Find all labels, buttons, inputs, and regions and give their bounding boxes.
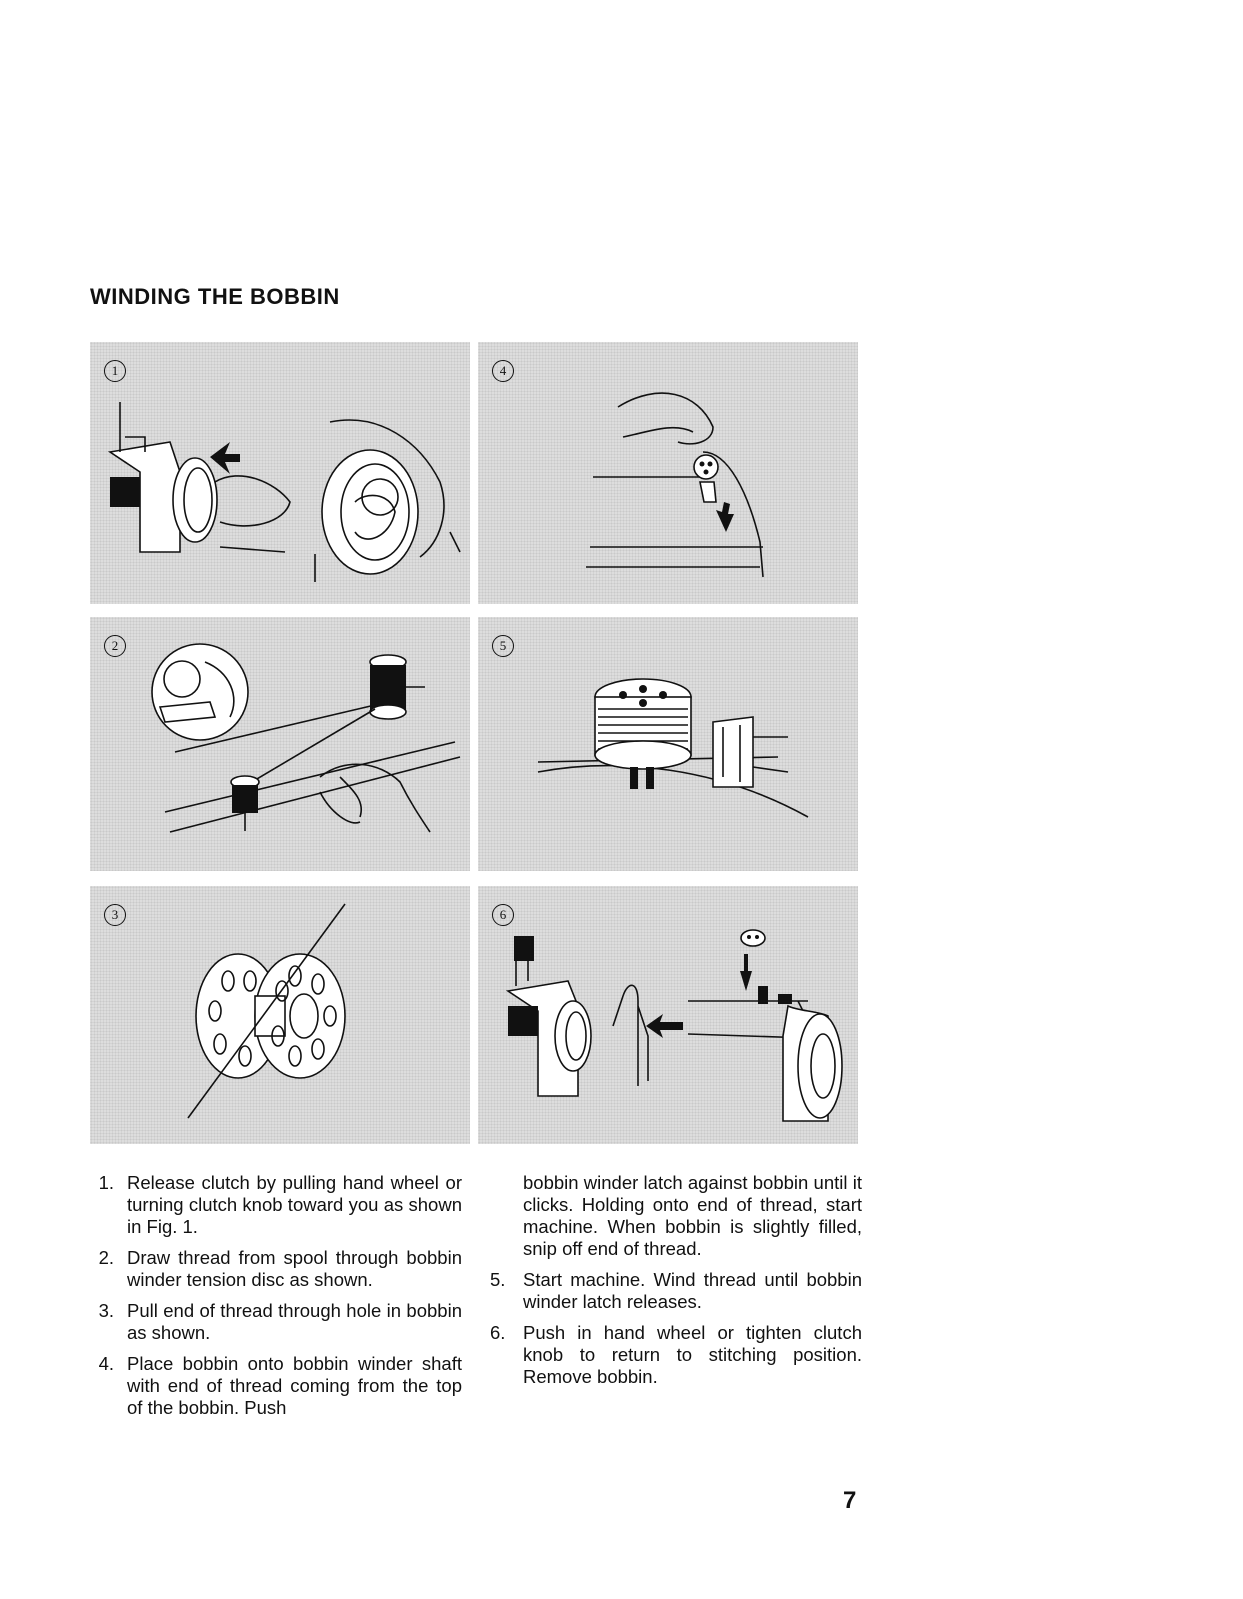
figure-3 [90,886,470,1144]
instruction-item-2 [90,1247,462,1291]
instruction-item-4-continued: bobbin winder latch against bobbin until it clicks. Holding onto end of thread, start machine. When bobbin is slightly filled, snip off end of thread. [523,1172,862,1259]
figure-5-illustration [478,617,858,871]
figure-label: 6 [492,904,514,926]
figure-1-illustration [90,342,470,604]
figure-4 [478,342,858,604]
instruction-item-1 [90,1172,462,1238]
instructions-left-column [90,1172,462,1428]
instruction-text: Start machine. Wind thread until bobbin winder latch releases. [523,1269,862,1312]
figure-label: 3 [104,904,126,926]
figure-1 [90,342,470,604]
figure-2 [90,617,470,871]
instruction-number: 3. [98,1300,114,1321]
instruction-text: Pull end of thread through hole in bobbin as shown. [127,1300,462,1343]
instruction-item-4 [90,1353,462,1419]
figure-label: 5 [492,635,514,657]
figure-4-illustration [478,342,858,604]
instruction-number: 6. [490,1322,506,1343]
instructions-right-column [490,1172,862,1397]
instruction-number: 2. [98,1247,114,1268]
figure-label: 1 [104,360,126,382]
instruction-text: Draw thread from spool through bobbin winder tension disc as shown. [127,1247,462,1290]
figure-label: 2 [104,635,126,657]
page-number: 7 [843,1487,857,1514]
instruction-item-5 [490,1269,862,1313]
instruction-text: Place bobbin onto bobbin winder shaft with end of thread coming from the top of the bobbin. Push [127,1353,462,1418]
instruction-text: Push in hand wheel or tighten clutch knob to return to stitching position. Remove bobbin. [523,1322,862,1387]
figure-6-illustration [478,886,858,1144]
instruction-text: Release clutch by pulling hand wheel or turning clutch knob toward you as shown in Fig. 1. [127,1172,462,1237]
figure-2-illustration [90,617,470,871]
instruction-number: 1. [98,1172,114,1193]
figure-label: 4 [492,360,514,382]
figure-5 [478,617,858,871]
page-title: WINDING THE BOBBIN [90,284,340,309]
figure-3-illustration [90,886,470,1144]
instruction-number: 5. [490,1269,506,1290]
instruction-item-6 [490,1322,862,1388]
instruction-item-3 [90,1300,462,1344]
instruction-number: 4. [98,1353,114,1374]
figure-6 [478,886,858,1144]
